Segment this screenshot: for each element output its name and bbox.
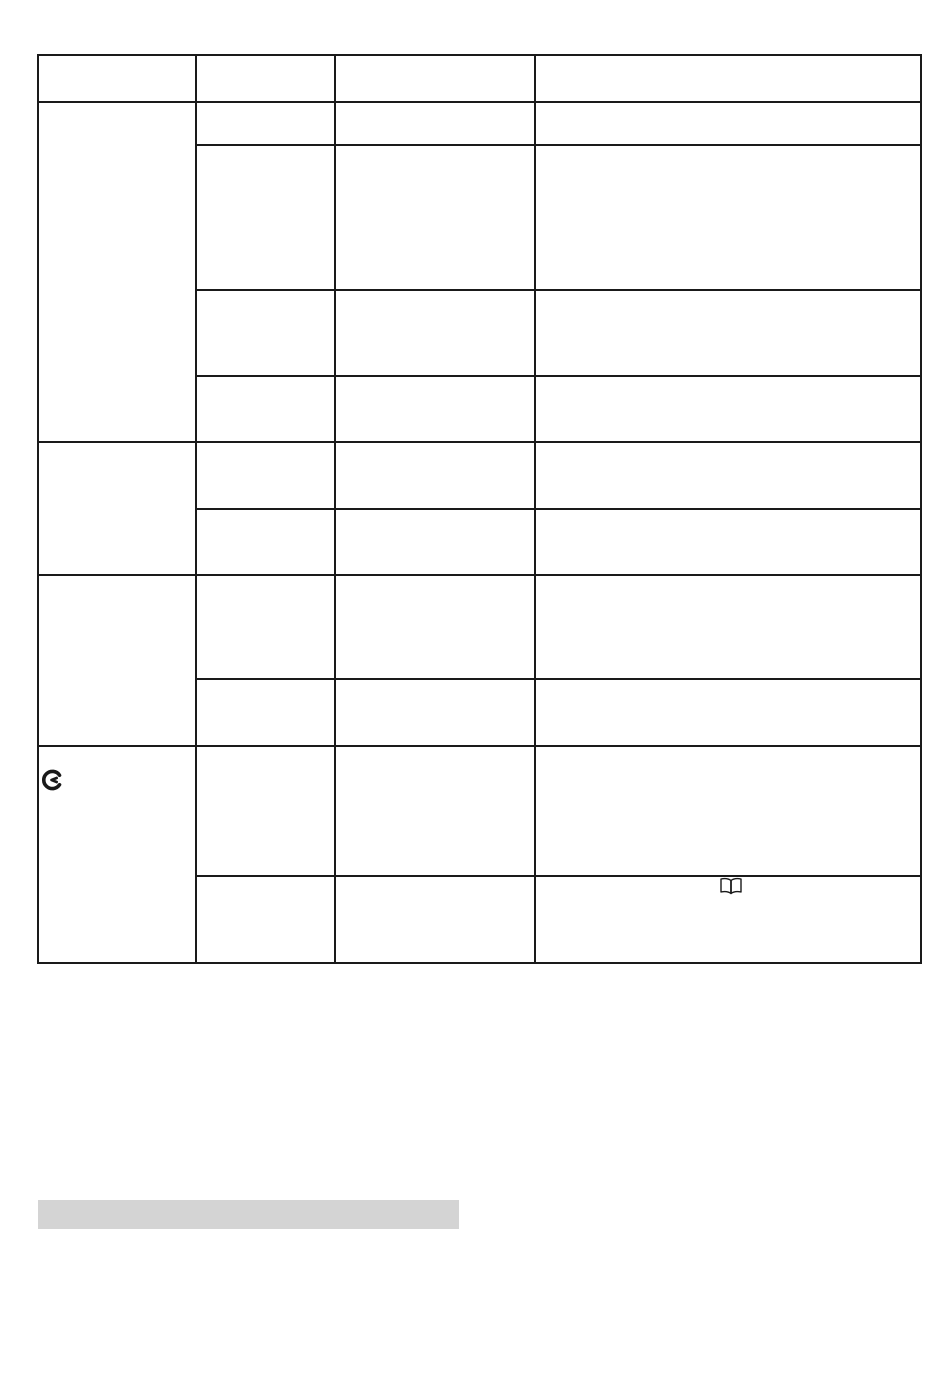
row-rule <box>195 508 922 510</box>
page-top-edge <box>0 0 950 2</box>
row-rule <box>195 289 922 291</box>
row-rule <box>195 875 922 877</box>
group-rule <box>37 745 922 747</box>
group-rule <box>37 441 922 443</box>
section-heading-band <box>38 1200 459 1229</box>
row-rule <box>195 678 922 680</box>
header-rule <box>37 101 922 103</box>
book-icon <box>719 877 743 895</box>
row-rule <box>195 144 922 146</box>
brand-c-icon <box>41 769 63 791</box>
row-rule <box>195 375 922 377</box>
group-rule <box>37 574 922 576</box>
spec-table <box>37 54 922 964</box>
